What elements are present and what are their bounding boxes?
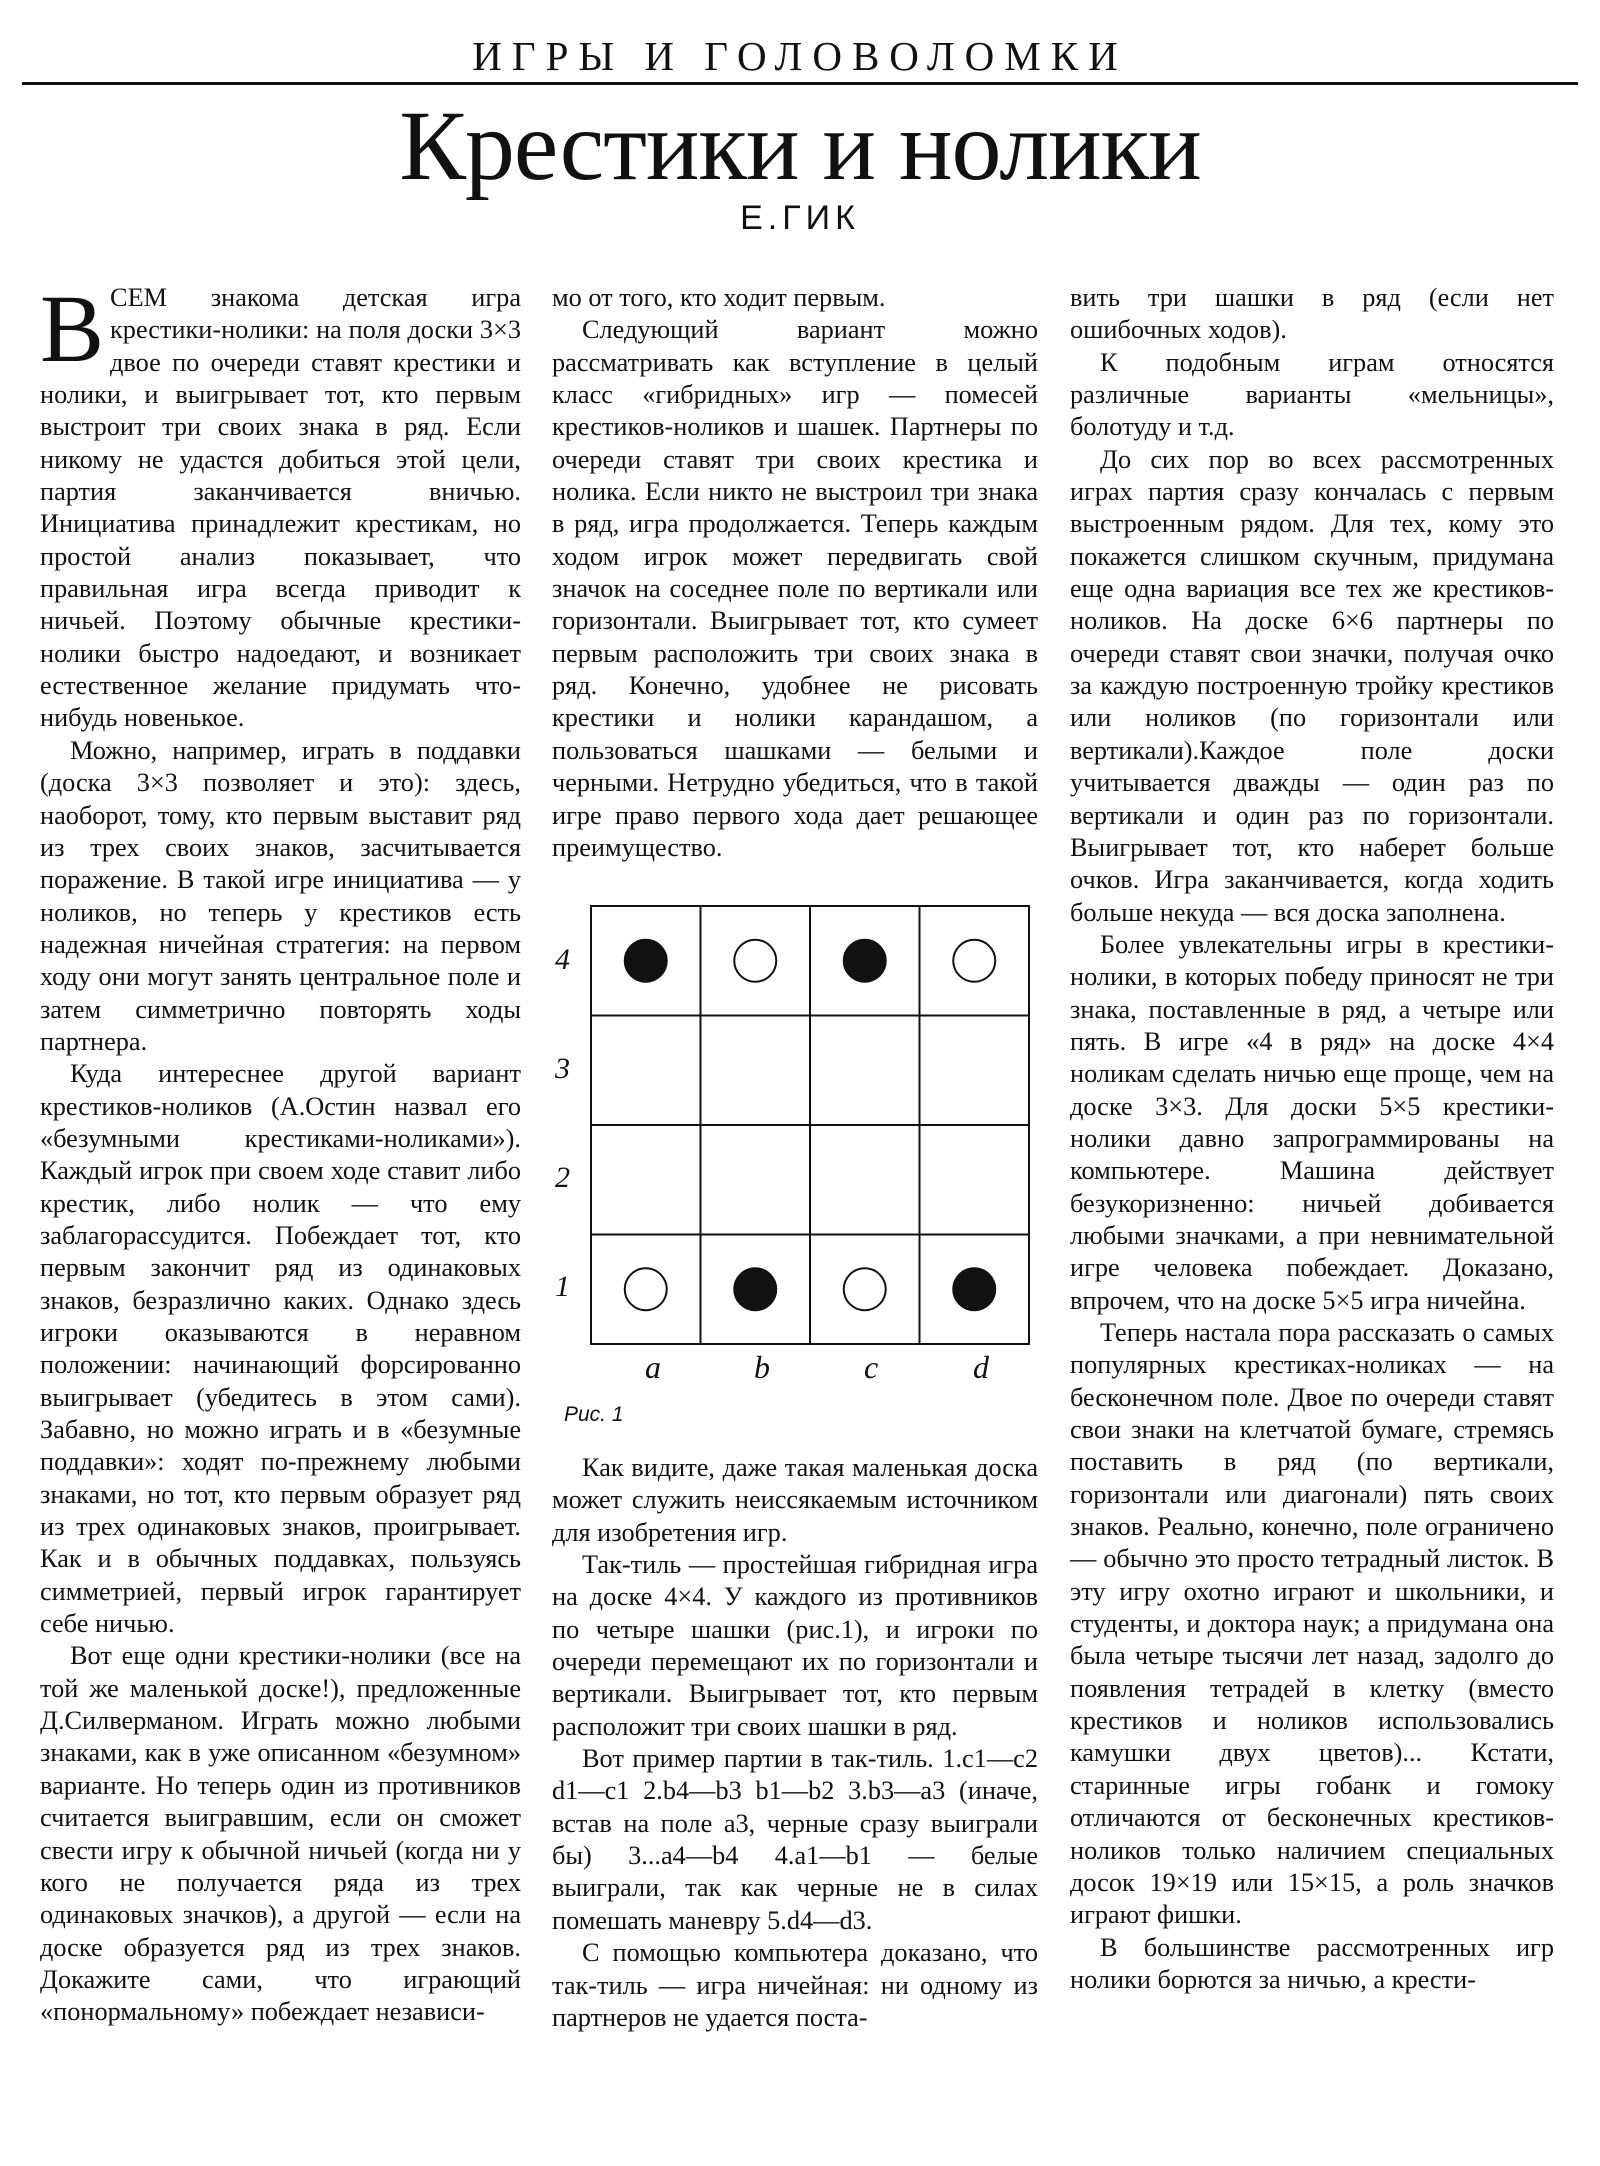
paragraph: Можно, например, играть в поддавки (доска 3×3 позволяет и это): здесь, наоборот, тому, кто первым выставит ряд из трех своих знаков, засчитывается поражение. В такой игре инициатива — у ноликов, но теперь у крестиков есть надежная ничейная стратегия: на первом ходу они могут занять центральное поле и затем симметрично повторять ходы партнера. [40,735,521,1056]
rank-label: 4 [555,943,570,976]
piece-white-b4 [734,940,776,982]
piece-black-a4 [625,940,667,982]
paragraph: В большинстве рассмотренных игр нолики борются за ничью, а крести- [1070,1932,1554,1994]
paragraph: мо от того, кто ходит первым. [552,283,886,312]
paragraph: С помощью компьютера доказано, что так-тиль — игра ничейная: ни одному из партнеров не удается поста- [552,1938,1038,2032]
article-title: Крестики и нолики [399,90,1201,201]
paragraph: ВСЕМ знакома детская игра крестики-нолики: на поля доски 3×3 двое по очереди ставят крестики и нолики, и выигрывает тот, кто первым выстроит три своих знака в ряд. Если никому не удастся добиться этой цели, партия заканчивается вничью. Инициатива принадлежит крестикам, но простой анализ показывает, что правильная игра всегда приводит к ничьей. Поэтому обычные крестики-нолики быстро надоедают, и возникает естественное желание придумать что-нибудь новенькое. [40,275,521,733]
paragraph: вить три шашки в ряд (если нет ошибочных ходов). [1070,283,1554,345]
section-rubric: ИГРЫ И ГОЛОВОЛОМКИ [472,33,1128,79]
file-label: a [645,1349,661,1385]
file-label: d [973,1349,989,1385]
paragraph: К подобным играм относятся различные варианты «мельницы», болотуду и т.д. [1070,347,1554,442]
paragraph: Теперь настала пора рассказать о самых популярных крестиках-ноликах — на бесконечном поле. Двое по очереди ставят свои знаки на клетчатой бумаге, стремясь поставить в ряд (по вертикали, горизонтали или диагонали) пять своих знаков. Реально, конечно, поле ограничено — обычно это просто тетрадный листок. В эту игру охотно играют и школьники, и студенты, и доктора наук; а придумана она была четыре тысячи лет назад, задолго до появления тетрадей в клетку (вместо крестиков и ноликов использовались камушки двух цветов)... Кстати, старинные игры гобанк и гомоку отличаются от бесконечных крестиков-ноликов только наличием специальных досок 19×19 или 15×15, а роль значков играют фишки. [1070,1318,1554,1930]
column-2-top [552,282,1038,864]
paragraph: Куда интереснее другой вариант крестиков-ноликов (А.Остин назвал его «безумными крестиками-ноликами»). Каждый игрок при своем ходе ставит либо крестик, либо нолик — что ему заблагорассудится. Побеждает тот, кто первым закончит ряд из одинаковых знаков, безразлично каких. Однако здесь игроки оказываются в неравном положении: начинающий форсированно выигрывает (убедитесь в этом сами). Забавно, но можно играть и в «безумные поддавки»: ходят по-прежнему любыми знаками, но тот, кто первым образует ряд из трех одинаковых знаков, проигрывает. Как и в обычных поддавках, пользуясь симметрией, первый игрок гарантирует себе ничью. [40,1059,521,1639]
article-author: Е.ГИК [740,199,860,237]
paragraph: Вот пример партии в так-тиль. 1.c1—c2 d1—c1 2.b4—b3 b1—b2 3.b3—a3 (иначе, встав на поле a3, черные сразу выиграли бы) 3...a4—b4 4.a1—b1 — белые выиграли, так как черные не в силах помешать маневру 5.d4—d3. [552,1744,1038,1935]
rank-label: 2 [555,1161,570,1194]
paragraph: Вот еще одни крестики-нолики (все на той же маленькой доске!), предложенные Д.Силверманом. Играть можно любыми знаками, как в уже описанном «безумном» варианте. Но теперь один из противников считается выигравшим, если он сможет свести игру к обычной ничьей (когда ни у кого не получается ряда из трех одинаковых значков), а другой — если на доске образуется ряд из трех знаков. Докажите сами, что играющий «понормальному» побеждает независи- [40,1641,521,2027]
paragraph: Следующий вариант можно рассматривать как вступление в целый класс «гибридных» игр — помесей крестиков-ноликов и шашек. Партнеры по очереди ставят три своих крестика и нолика. Если никто не выстроил три знака в ряд, игра продолжается. Теперь каждым ходом игрок может передвигать свой значок на соседнее поле по вертикали или горизонтали. Выигрывает тот, кто сумеет первым расположить три своих знака в ряд. Конечно, удобнее не рисовать крестики и нолики карандашом, а пользоваться шашками — белыми и черными. Нетрудно убедиться, что в такой игре право первого хода дает решающее преимущество. [552,315,1038,862]
game-board [552,902,1052,1402]
paragraph: До сих пор во всех рассмотренных играх партия сразу кончалась с первым выстроенным рядом. Для тех, кому это покажется слишком скучным, придумана еще одна вариация все тех же крестиков-ноликов. На доске 6×6 партнеры по очереди ставят свои значки, получая очко за каждую построенную тройку крестиков или ноликов (по горизонтали или вертикали).Каждое поле доски учитывается дважды — один раз по вертикали и один раз по горизонтали. Выигрывает тот, кто наберет больше очков. Игра заканчивается, когда ходить больше некуда — вся доска заполнена. [1070,444,1554,927]
paragraph: Так-тиль — простейшая гибридная игра на доске 4×4. У каждого из противников по четыре шашки (рис.1), и игроки по очереди перемещают их по горизонтали и вертикали. Выигрывает тот, кто первым расположит три своих шашки в ряд. [552,1550,1038,1741]
column-3 [1070,282,1554,1996]
file-label: b [754,1349,770,1385]
piece-white-c1 [844,1268,886,1310]
file-label: c [864,1349,879,1385]
paragraph: Более увлекательны игры в крестики-нолики, в которых победу приносят не три знака, поставленные в ряд, а четыре или пять. В игре «4 в ряд» на доске 4×4 ноликам сделать ничью еще проще, чем на доске 3×3. Для доски 5×5 крестики-нолики давно запрограммированы на компьютере. Машина действует безукоризненно: ничьей добивается любыми значками, а при невнимательной игре человека побеждает. Доказано, впрочем, что на доске 5×5 игра ничейна. [1070,929,1554,1315]
piece-black-b1 [734,1268,776,1310]
rank-label: 3 [555,1052,570,1085]
rank-label: 1 [555,1270,570,1303]
figure-1 [552,902,1052,1442]
column-2-bottom [552,1452,1038,2034]
column-1 [40,275,521,2029]
piece-black-c4 [844,940,886,982]
paragraph: Как видите, даже такая маленькая доска может служить неиссякаемым источником для изобретения игр. [552,1453,1038,1547]
figure-caption: Рис. 1 [564,1403,624,1426]
piece-black-d1 [953,1268,995,1310]
drop-cap: В [40,275,105,382]
piece-white-a1 [625,1268,667,1310]
rubric-divider [22,82,1578,85]
piece-white-d4 [953,940,995,982]
